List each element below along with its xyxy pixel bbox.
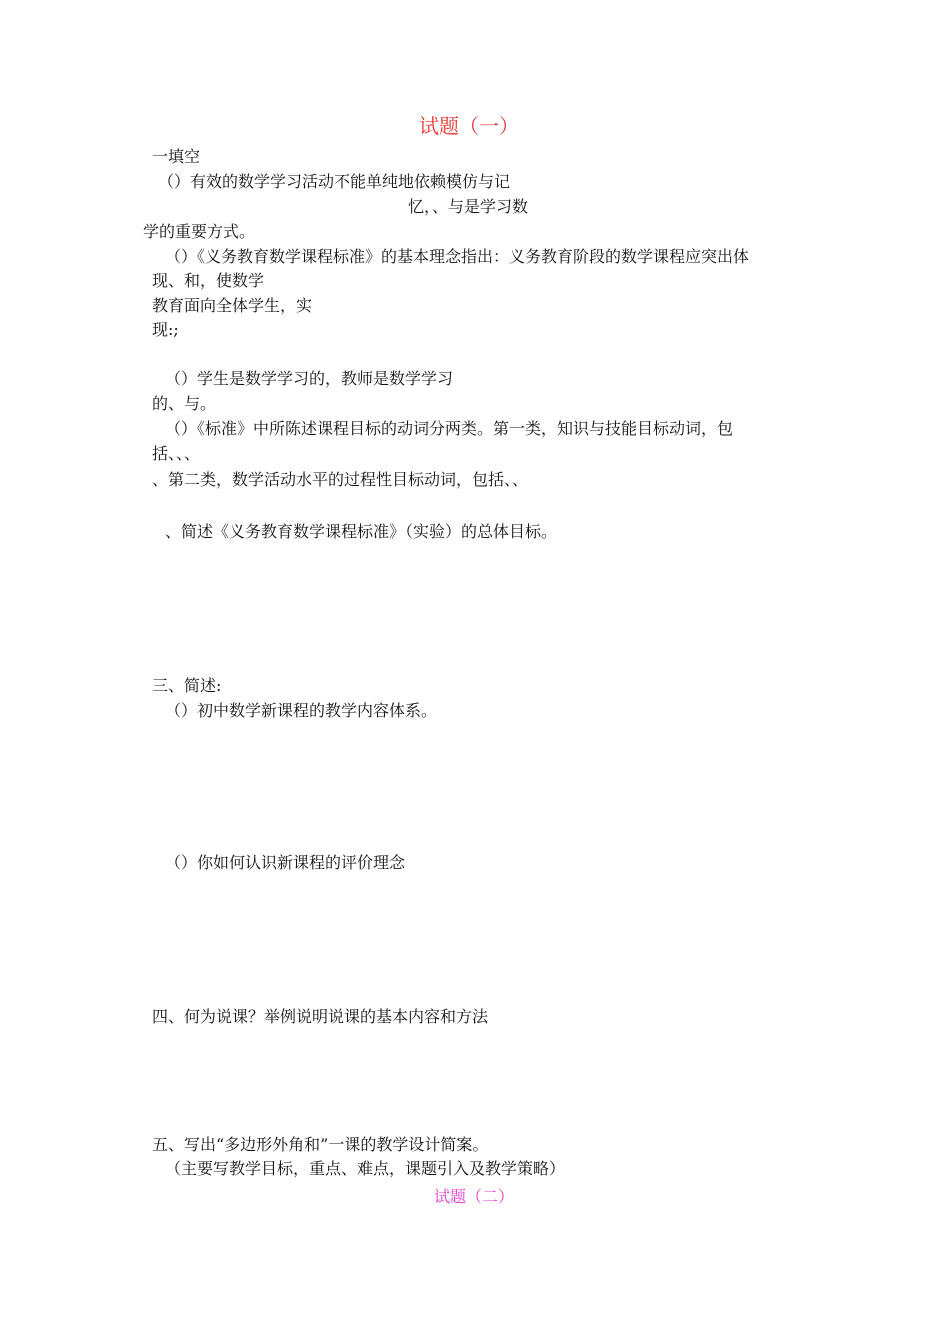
section-three-question-1: （）初中数学新课程的教学内容体系。 bbox=[165, 701, 438, 720]
question-2-line-4: 现:; bbox=[152, 320, 179, 339]
question-1-line-2: 忆，、与是学习数 bbox=[408, 197, 529, 216]
question-2-line-1: （）《义务教育数学课程标准》的基本理念指出：义务教育阶段的数学课程应突出体 bbox=[165, 247, 750, 266]
question-1-line-1: （）有效的数学学习活动不能单纯地依赖模仿与记 bbox=[158, 172, 511, 191]
page-title-two: 试题（二） bbox=[434, 1187, 515, 1206]
question-4-line-2: 括、、、 bbox=[152, 444, 201, 463]
section-three-question-2: （）你如何认识新课程的评价理念 bbox=[165, 853, 406, 872]
question-2-line-2: 现、和，使数学 bbox=[152, 271, 265, 290]
section-three-heading: 三、简述: bbox=[152, 676, 222, 695]
question-1-line-3: 学的重要方式。 bbox=[143, 222, 256, 241]
question-3-line-2: 的、与。 bbox=[152, 394, 217, 413]
section-four-heading: 四、何为说课？举例说明说课的基本内容和方法 bbox=[152, 1007, 489, 1026]
question-4-line-1: （）《标准》中所陈述课程目标的动词分两类。第一类，知识与技能目标动词，包 bbox=[165, 419, 734, 438]
section-one-heading: 一填空 bbox=[152, 147, 201, 166]
question-4-line-3: 、第二类，数学活动水平的过程性目标动词，包括、、 bbox=[152, 470, 529, 489]
question-2-line-3: 教育面向全体学生，实 bbox=[152, 296, 313, 315]
section-five-note: （主要写教学目标，重点、难点，课题引入及教学策略） bbox=[165, 1159, 566, 1178]
section-five-heading: 五、写出“多边形外角和”一课的教学设计简案。 bbox=[152, 1135, 489, 1154]
section-two-heading: 、简述《义务教育数学课程标准》（实验）的总体目标。 bbox=[165, 522, 558, 541]
page-title-one: 试题（一） bbox=[419, 114, 519, 138]
question-3-line-1: （）学生是数学学习的，教师是数学学习 bbox=[165, 369, 454, 388]
